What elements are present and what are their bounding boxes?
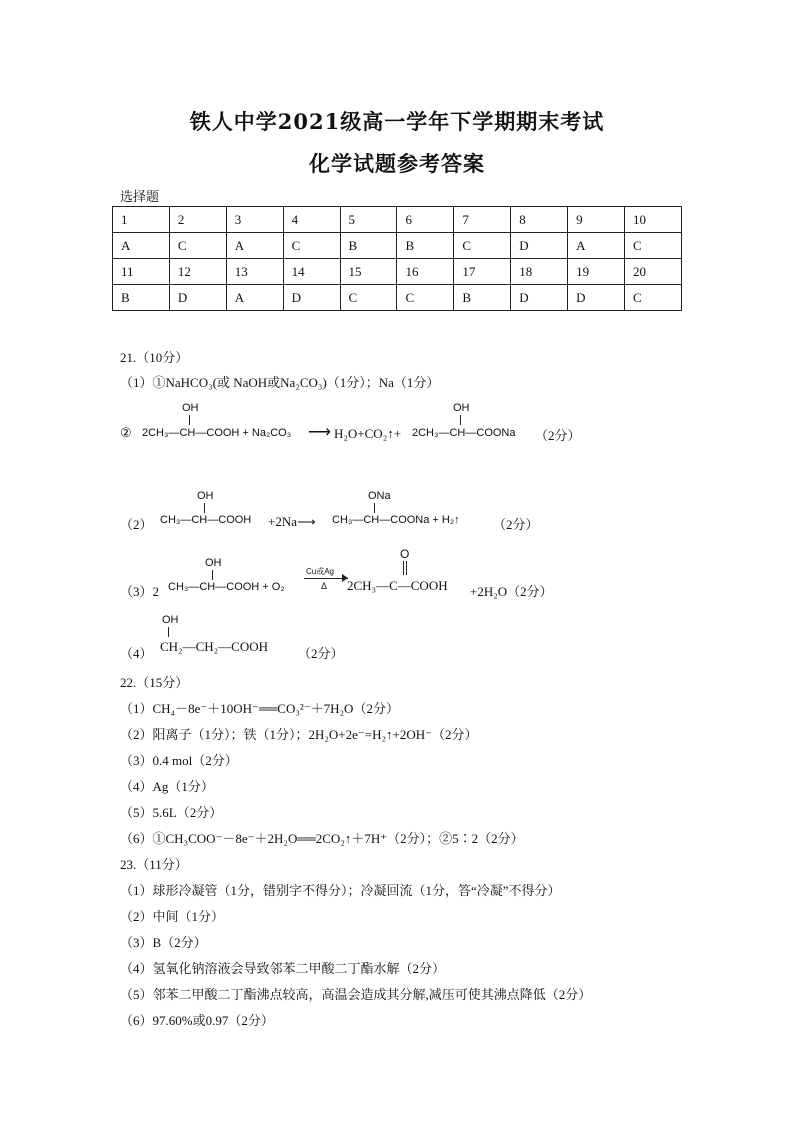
q21-p4-oh: OH [162,614,179,626]
q22-answer-line: （5）5.6L（2分） [120,805,223,820]
q21-part1 [120,372,439,391]
answer-cell: C [397,285,454,311]
answer-cell: B [454,285,511,311]
choice-answer-table [112,206,682,311]
q23-answer-line: （5）邻苯二甲酸二丁酯沸点较高，高温会造成其分解,减压可使其沸点降低（2分） [120,987,592,1002]
q21-p4-formula: CH₂—CH₂—COOH [160,639,269,654]
answer-cell: D [511,233,568,259]
answer-cell: B [397,233,454,259]
answer-cell: B [340,233,397,259]
q21-part1-text: ①NaHCO₃(或 NaOH或Na₂CO₃)（1分）；Na（1分） [152,375,440,390]
answer-cell: C [283,233,340,259]
answer-cell: C [625,285,682,311]
bond-line [189,415,190,425]
q23-answer-line: （2）中间（1分） [120,909,225,924]
question-number-cell: 3 [226,207,283,233]
question-number-cell: 18 [511,259,568,285]
answer-cell: A [226,233,283,259]
q23-answer-line: （6）97.60%或0.97（2分） [120,1013,274,1028]
q21-p1b-products: H₂O+CO₂↑+ [334,426,402,441]
q22-answer-line: （2）阳离子（1分）；铁（1分）；2H₂O+2e⁻=H₂↑+2OH⁻（2分） [120,727,478,742]
question-number-row [113,259,682,285]
exam-title: 铁人中学2021级高一学年下学期期末考试 [189,109,605,134]
q21-p4-score: （2分） [298,646,344,661]
q21-p3-tail: +2H₂O（2分） [470,584,553,599]
q21-p1b-salt: 2CH₃—CH—COONa [412,427,516,439]
answer-cell: C [169,233,226,259]
q23-answer-line: （3）B（2分） [120,935,207,950]
q23-answer-line: （1）球形冷凝管（1分，错别字不得分）；冷凝回流（1分，答“冷凝”不得分） [120,883,561,898]
question-number-cell: 1 [113,207,170,233]
answer-cell: D [511,285,568,311]
q23-heading: 23.（11分） [120,857,188,872]
answer-row [113,233,682,259]
q21-part3-label: （3）2 [120,584,160,599]
section-label-choice: 选择题 [120,190,160,205]
question-number-cell: 16 [397,259,454,285]
question-number-cell: 2 [169,207,226,233]
bond-line [168,627,169,637]
question-number-cell: 8 [511,207,568,233]
answer-cell: C [625,233,682,259]
q21-p3-oh: OH [205,557,222,569]
q21-p2-ona: ONa [368,490,391,502]
question-number-row [113,207,682,233]
q21-part1-label: （1） [120,375,153,390]
question-number-cell: 5 [340,207,397,233]
bond-line [204,503,205,513]
q21-p1b-oh-right: OH [453,402,470,414]
q21-p2-oh: OH [197,490,214,502]
question-number-cell: 10 [625,207,682,233]
bond-line [460,415,461,425]
question-number-cell: 6 [397,207,454,233]
question-number-cell: 9 [568,207,625,233]
answer-cell: C [340,285,397,311]
answer-row [113,285,682,311]
answer-cell: A [113,233,170,259]
answer-cell: B [113,285,170,311]
q21-p1b-score: （2分） [535,428,581,443]
q22-answer-line: （4）Ag（1分） [120,779,214,794]
q21-p2-sodium: +2Na⟶ [268,514,316,529]
q21-p2-product: CH₃—CH—COONa + H₂↑ [332,514,460,526]
q21-p1b-reactants: 2CH₃—CH—COOH + Na₂CO₃ [142,427,292,439]
answer-cell: D [283,285,340,311]
q21-p3-heat: Δ [321,581,328,591]
question-number-cell: 13 [226,259,283,285]
answer-cell: C [454,233,511,259]
q21-part4-label: （4） [120,646,153,661]
q23-answer-line: （4）氢氧化钠溶液会导致邻苯二甲酸二丁酯水解（2分） [120,961,446,976]
question-number-cell: 17 [454,259,511,285]
q22-answer-line: （1）CH₄－8e⁻＋10OH⁻══CO₃²⁻＋7H₂O（2分） [120,701,399,716]
answer-key-title: 化学试题参考答案 [309,151,485,176]
bond-line [374,503,375,513]
question-number-cell: 14 [283,259,340,285]
q21-p1b-oh-left: OH [182,402,199,414]
question-number-cell: 7 [454,207,511,233]
answer-cell: A [226,285,283,311]
q21-p2-reactant: CH₃—CH—COOH [160,514,252,526]
reaction-arrow: ⟶ [308,424,331,441]
bond-line [212,570,213,580]
q21-part2-label: （2） [120,517,153,532]
question-number-cell: 12 [169,259,226,285]
question-number-cell: 19 [568,259,625,285]
q21-part1b-label: ② [120,425,132,440]
q21-p3-reactants: CH₃—CH—COOH + O₂ [168,581,285,593]
answer-cell: A [568,233,625,259]
answer-cell: D [169,285,226,311]
q21-p3-carbonyl-o: O [400,547,410,561]
q21-p3-catalyst: Cu或Ag [306,567,335,576]
q21-p3-product: 2CH₃—C—COOH [347,578,448,593]
answer-cell: D [568,285,625,311]
q21-p2-score: （2分） [493,517,539,532]
q21-heading: 21.（10分） [120,350,189,365]
question-number-cell: 15 [340,259,397,285]
bond-line [403,561,404,575]
q22-answer-line: （6）①CH₃COO⁻－8e⁻＋2H₂O══2CO₂↑＋7H⁺（2分）；②5∶2（2分） [120,831,524,846]
q22-heading: 22.（15分） [120,675,189,690]
bond-line [406,561,407,575]
question-number-cell: 11 [113,259,170,285]
question-number-cell: 20 [625,259,682,285]
q22-answer-line: （3）0.4 mol（2分） [120,753,238,768]
question-number-cell: 4 [283,207,340,233]
